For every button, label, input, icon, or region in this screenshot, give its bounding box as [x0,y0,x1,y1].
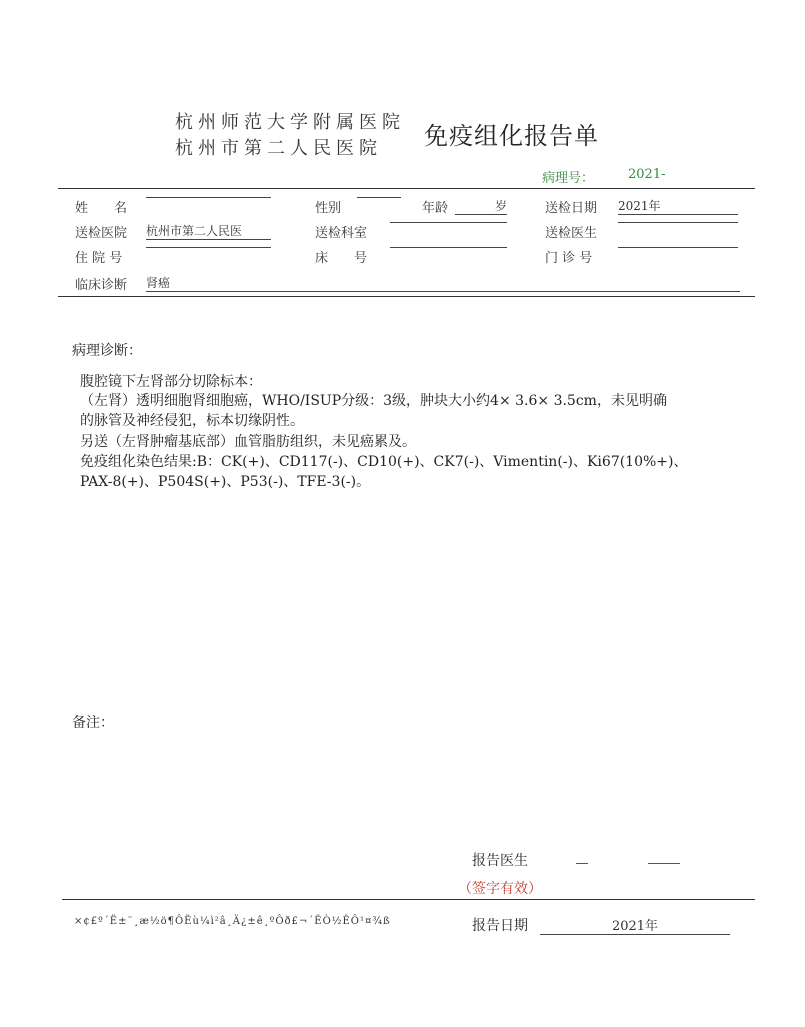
submit-hospital-label: 送检医院 [75,226,128,241]
diagnosis-line: （左肾）透明细胞肾细胞癌，WHO/ISUP分级：3级，肿块大小约4× 3.6× 3.5cm，未见明确 [80,393,667,409]
hospital-name-line2: 杭州市第二人民医院 [175,138,382,159]
clinical-diagnosis-value: 肾癌 [146,274,740,292]
report-doctor-label: 报告医生 [472,853,528,869]
report-title: 免疫组化报告单 [424,122,599,150]
submit-dept-value [390,222,507,223]
footer-disclaimer: ×¢£º´Ë±¨¸æ½ö¶ÔËù¼ì²â¸Ä¿±ê¸ºÔð£¬´ËÒ½ÊÔ¹¤¾ß [74,916,391,927]
diagnosis-line: 腹腔镜下左肾部分切除标本： [80,374,262,390]
submit-doctor-value [618,222,738,223]
diagnosis-line: 另送（左肾肿瘤基底部）血管脂肪组织，未见癌累及。 [80,434,416,450]
report-doctor-underline [576,863,588,864]
outpatient-number-label: 门 诊 号 [545,251,593,266]
pathology-diagnosis-heading: 病理诊断： [72,343,142,359]
footer-divider [62,899,755,900]
pathology-number-label: 病理号： [542,171,595,186]
name-value [146,197,271,198]
bed-number-value [390,247,507,248]
hospital-name-line1: 杭州师范大学附属医院 [175,112,405,133]
submit-hospital-value: 杭州市第二人民医 [146,222,271,240]
inpatient-number-value [146,247,271,248]
notes-heading: 备注： [72,715,114,731]
bed-number-label: 床 号 [315,251,368,266]
report-doctor-underline [648,863,680,864]
clinical-diagnosis-label: 临床诊断 [75,278,128,293]
signature-valid-note: （签字有效） [458,881,542,897]
submit-date-label: 送检日期 [545,201,598,216]
diagnosis-line: 免疫组化染色结果:B：CK(+)、CD117(-)、CD10(+)、CK7(-)、Vimentin(-)、Ki67(10%+)、 [80,454,688,470]
report-date-value: 2021年 [540,915,730,935]
submit-dept-label: 送检科室 [315,226,368,241]
submit-doctor-label: 送检医生 [545,226,598,241]
name-label: 姓 名 [75,201,128,216]
pathology-number-value: 2021- [628,167,666,182]
patient-info-divider [58,296,755,297]
inpatient-number-label: 住 院 号 [75,251,123,266]
diagnosis-line: PAX-8(+)、P504S(+)、P53(-)、TFE-3(-)。 [80,474,371,490]
age-value: 岁 [455,197,507,215]
report-date-label: 报告日期 [472,918,528,934]
age-label: 年龄 [422,201,449,216]
sex-value [357,197,401,198]
outpatient-number-value [618,247,738,248]
diagnosis-line: 的脉管及神经侵犯，标本切缘阴性。 [80,413,304,429]
header-divider [58,188,755,189]
sex-label: 性别 [315,201,342,216]
submit-date-value: 2021年 [618,197,738,215]
